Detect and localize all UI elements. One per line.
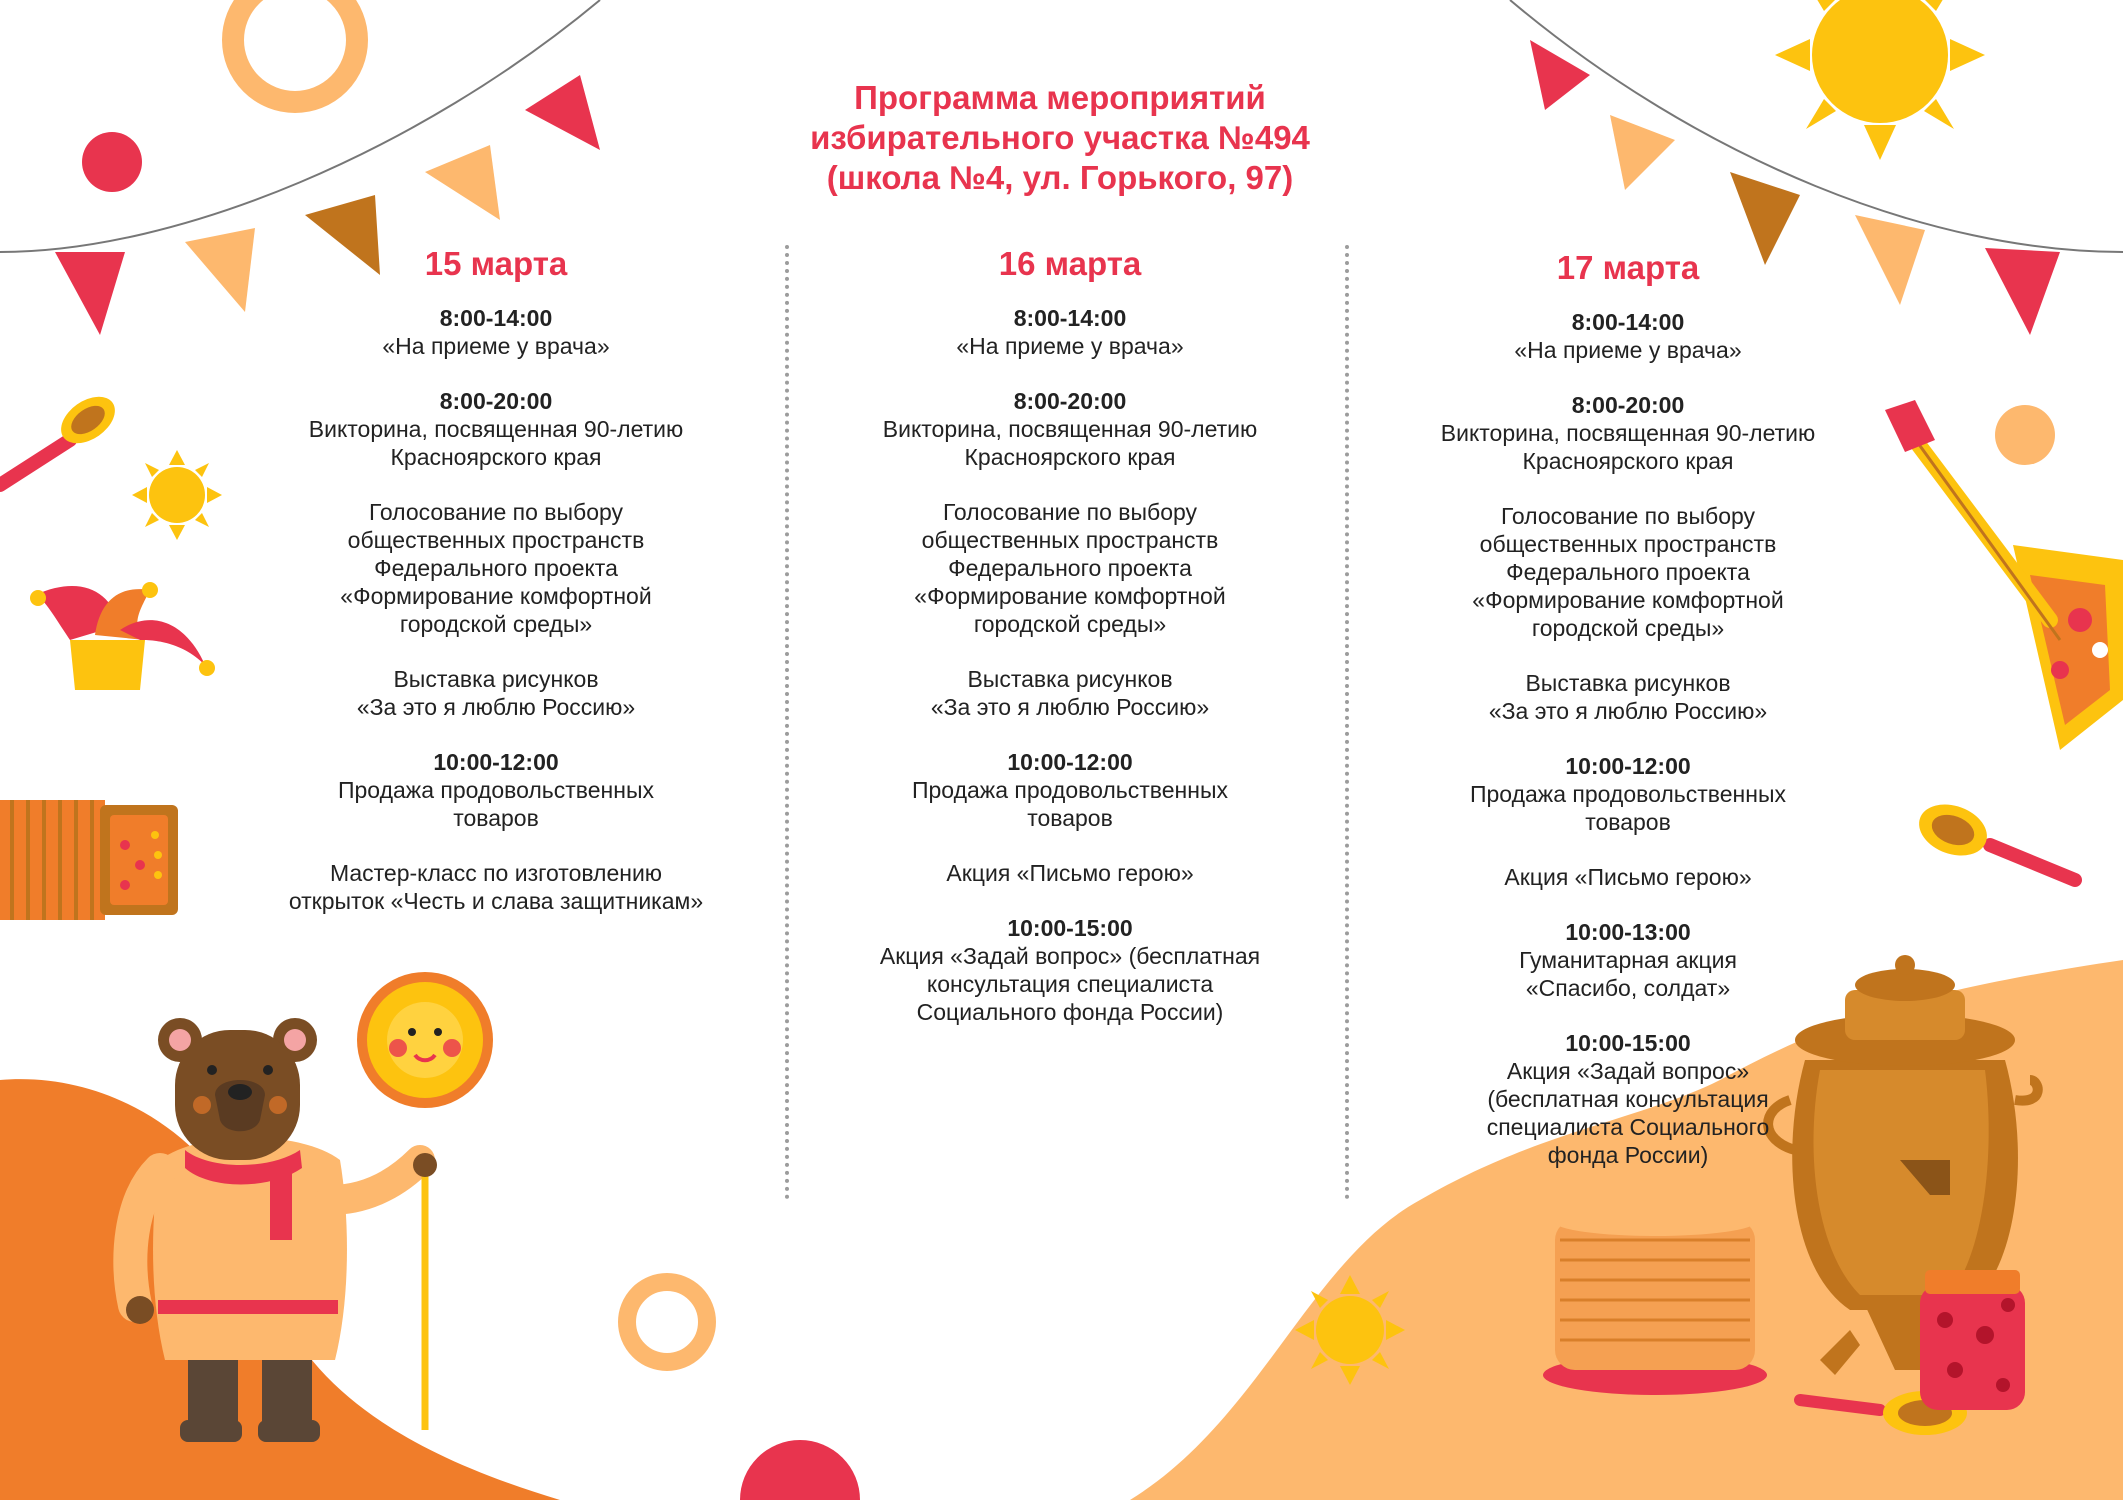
event-text: Голосование по выбору <box>942 499 1198 525</box>
event-text: Викторина, посвященная 90-летию <box>1440 420 1816 446</box>
event-item <box>1388 669 1868 725</box>
event-time: 10:00-13:00 <box>1565 919 1691 945</box>
wooden-spoon-icon <box>1912 795 2075 880</box>
event-item <box>1388 752 1868 836</box>
event-item <box>830 859 1310 887</box>
jester-hat-icon <box>30 582 215 690</box>
event-text: Продажа продовольственных <box>337 777 654 803</box>
pink-dot <box>82 132 142 192</box>
event-text: общественных пространств <box>921 527 1219 553</box>
event-text: Акция «Письмо герою» <box>1504 864 1752 890</box>
title-line: избирательного участка №494 <box>810 119 1310 156</box>
event-text: Красноярского края <box>964 444 1176 470</box>
event-text: Выставка рисунков <box>1525 670 1731 696</box>
sun-icon <box>1295 1275 1405 1385</box>
event-item <box>256 665 736 721</box>
peach-dot <box>1995 405 2055 465</box>
column-divider <box>1345 245 1349 1200</box>
event-text: «Формирование комфортной <box>914 583 1226 609</box>
event-item <box>830 665 1310 721</box>
event-item <box>830 387 1310 471</box>
event-text: Голосование по выбору <box>368 499 624 525</box>
ring-icon <box>627 1282 707 1362</box>
jam-jar-icon <box>1920 1270 2025 1410</box>
event-item <box>1388 308 1868 364</box>
title-line: (школа №4, ул. Горького, 97) <box>826 159 1294 196</box>
event-text: Федерального проекта <box>374 555 618 581</box>
event-text: городской среды» <box>399 611 593 637</box>
event-text: Акция «Задай вопрос» (бесплатная <box>879 943 1261 969</box>
event-item <box>256 387 736 471</box>
event-text: товаров <box>1027 805 1113 831</box>
event-time: 8:00-14:00 <box>1013 305 1127 331</box>
column-date: 15 марта <box>424 245 568 282</box>
event-item <box>830 304 1310 360</box>
event-text: «За это я люблю Россию» <box>356 694 636 720</box>
event-text: Гуманитарная акция <box>1519 947 1737 973</box>
accordion-icon <box>0 800 178 920</box>
event-text: «На приеме у врача» <box>382 333 610 359</box>
page-title <box>660 78 1460 198</box>
event-text: общественных пространств <box>1479 531 1777 557</box>
event-text: Социального фонда России) <box>916 999 1224 1025</box>
event-item <box>256 498 736 638</box>
event-text: (бесплатная консультация <box>1487 1086 1769 1112</box>
event-text: «Формирование комфортной <box>340 583 652 609</box>
event-item <box>1388 1029 1868 1169</box>
event-text: Продажа продовольственных <box>911 777 1228 803</box>
event-text: фонда России) <box>1547 1142 1709 1168</box>
event-time: 10:00-12:00 <box>433 749 559 775</box>
event-item <box>256 748 736 832</box>
column-date: 17 марта <box>1556 249 1700 286</box>
event-item <box>256 304 736 360</box>
ring-icon <box>233 0 357 102</box>
event-item <box>256 859 736 915</box>
event-item <box>1388 391 1868 475</box>
event-time: 10:00-15:00 <box>1565 1030 1691 1056</box>
event-time: 10:00-12:00 <box>1565 753 1691 779</box>
event-text: Викторина, посвященная 90-летию <box>882 416 1258 442</box>
event-text: «Формирование комфортной <box>1472 587 1784 613</box>
event-item <box>830 498 1310 638</box>
column-divider <box>785 245 789 1200</box>
schedule-column-16-march <box>830 244 1310 1053</box>
title-line: Программа мероприятий <box>854 79 1266 116</box>
event-text: городской среды» <box>1531 615 1725 641</box>
sun-icon <box>1775 0 1985 160</box>
schedule-column-15-march <box>256 244 736 942</box>
event-text: товаров <box>453 805 539 831</box>
event-item <box>830 914 1310 1026</box>
event-text: «На приеме у врача» <box>956 333 1184 359</box>
event-text: Акция «Задай вопрос» <box>1506 1058 1750 1084</box>
event-text: «Спасибо, солдат» <box>1525 975 1731 1001</box>
event-text: Федерального проекта <box>1506 559 1750 585</box>
event-time: 8:00-14:00 <box>1571 309 1685 335</box>
pink-dot <box>740 1440 860 1500</box>
event-text: Выставка рисунков <box>393 666 599 692</box>
sun-icon <box>132 450 222 540</box>
event-text: Мастер-класс по изготовлению <box>329 860 663 886</box>
event-text: консультация специалиста <box>926 971 1214 997</box>
event-item <box>830 748 1310 832</box>
event-text: открыток «Честь и слава защитникам» <box>288 888 704 914</box>
event-text: Викторина, посвященная 90-летию <box>308 416 684 442</box>
event-time: 8:00-14:00 <box>439 305 553 331</box>
event-item <box>1388 502 1868 642</box>
event-text: «На приеме у врача» <box>1514 337 1742 363</box>
event-item <box>1388 918 1868 1002</box>
event-text: «За это я люблю Россию» <box>1488 698 1768 724</box>
event-text: Продажа продовольственных <box>1469 781 1786 807</box>
event-time: 8:00-20:00 <box>1571 392 1685 418</box>
event-text: Красноярского края <box>1522 448 1734 474</box>
event-time: 8:00-20:00 <box>1013 388 1127 414</box>
event-time: 8:00-20:00 <box>439 388 553 414</box>
event-time: 10:00-12:00 <box>1007 749 1133 775</box>
event-text: Красноярского края <box>390 444 602 470</box>
event-text: Акция «Письмо герою» <box>946 860 1194 886</box>
event-text: городской среды» <box>973 611 1167 637</box>
event-text: специалиста Социального <box>1486 1114 1770 1140</box>
column-date: 16 марта <box>998 245 1142 282</box>
event-text: Федерального проекта <box>948 555 1192 581</box>
schedule-column-17-march <box>1388 248 1868 1196</box>
wooden-spoon-icon <box>0 387 123 485</box>
event-text: Голосование по выбору <box>1500 503 1756 529</box>
event-text: общественных пространств <box>347 527 645 553</box>
event-text: товаров <box>1585 809 1671 835</box>
event-time: 10:00-15:00 <box>1007 915 1133 941</box>
pancake-stack-icon <box>1543 1208 1767 1395</box>
event-text: Выставка рисунков <box>967 666 1173 692</box>
event-item <box>1388 863 1868 891</box>
event-text: «За это я люблю Россию» <box>930 694 1210 720</box>
